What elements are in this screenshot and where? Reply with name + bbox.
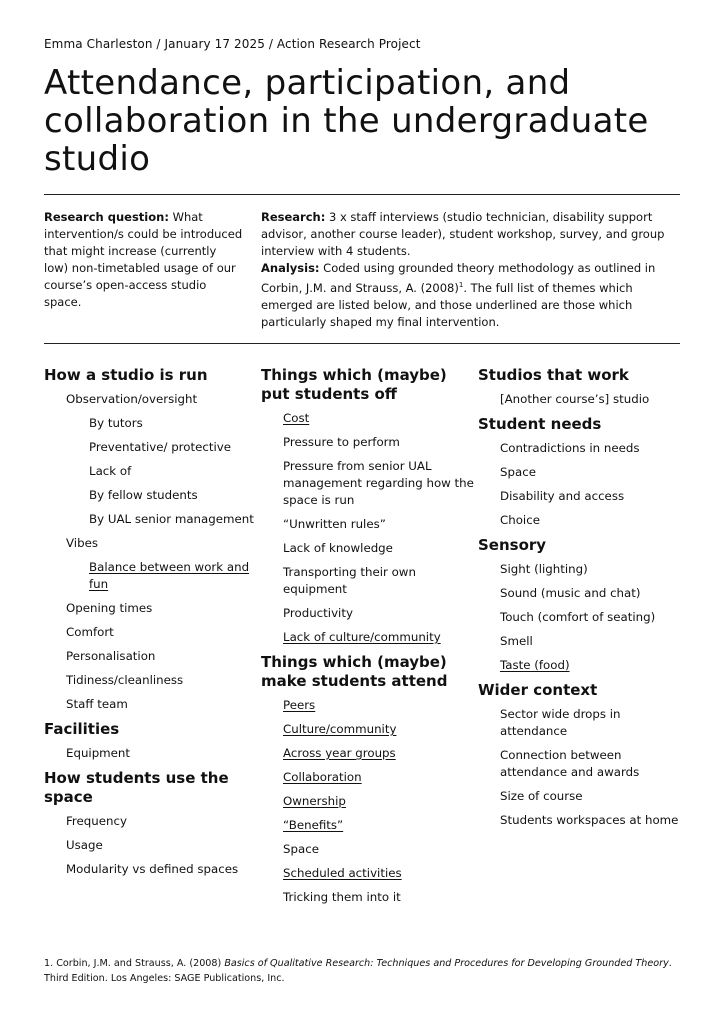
section-heading-facilities: Facilities (44, 719, 120, 738)
theme-item-label: Taste (food) (500, 657, 570, 672)
theme-item (261, 697, 478, 714)
theme-item-label: Staff team (66, 696, 128, 711)
section-heading-sensory: Sensory (478, 535, 547, 554)
analysis-text-continued: . The full list of themes which emerged are listed below, and those underlined are those which particularly shaped my final intervention. (261, 280, 633, 329)
theme-item (261, 889, 478, 906)
theme-item (44, 487, 261, 504)
theme-item-label: Collaboration (283, 769, 362, 784)
theme-item-label: Across year groups (283, 745, 396, 760)
divider-top (44, 194, 680, 195)
theme-item (261, 865, 478, 882)
research-question-text: What intervention/s could be introduced that might increase (currently low) non-timetabled usage of our course’s open-access studio space. (44, 210, 243, 309)
theme-item-label: Students workspaces at home (500, 812, 679, 827)
theme-item-label: Sector wide drops in attendance (500, 706, 621, 738)
theme-item (44, 391, 261, 408)
theme-item-label: Smell (500, 633, 533, 648)
theme-item-label: Space (500, 464, 536, 479)
intro-section (44, 209, 680, 331)
theme-item (44, 648, 261, 665)
page-title: Attendance, participation, and collaboration in the undergraduate studio (44, 63, 649, 179)
theme-item (478, 440, 680, 457)
theme-item (261, 434, 478, 451)
analysis-text: Coded using grounded theory methodology as outlined in Corbin, J.M. and Strauss, A. (2008) (261, 261, 656, 295)
theme-item (44, 624, 261, 641)
theme-item (478, 585, 680, 602)
footnote-marker: 1 (458, 281, 464, 289)
theme-item (261, 793, 478, 810)
theme-item (44, 745, 261, 762)
theme-item-label: Culture/community (283, 721, 397, 736)
theme-item (478, 464, 680, 481)
footnote (44, 956, 680, 986)
theme-item-label: Sight (lighting) (500, 561, 588, 576)
theme-item (44, 813, 261, 830)
section-heading-wider-context: Wider context (478, 680, 598, 699)
research-question-block (44, 209, 244, 331)
divider-middle (44, 343, 680, 344)
theme-item (44, 672, 261, 689)
section-heading-how-a-studio-is-run: How a studio is run (44, 365, 208, 384)
theme-item (261, 540, 478, 557)
theme-item (478, 657, 680, 674)
section-heading-how-students-use-the-space: How students use the space (44, 768, 229, 806)
footnote-book-title: Basics of Qualitative Research: Techniques and Procedures for Developing Grounded Theory (224, 958, 669, 969)
theme-item-label: By fellow students (89, 487, 198, 502)
theme-item-label: Size of course (500, 788, 583, 803)
theme-item-label: [Another course’s] studio (500, 391, 650, 406)
theme-item-label: Lack of knowledge (283, 540, 393, 555)
theme-item-label: Lack of culture/community (283, 629, 441, 644)
theme-item-label: Contradictions in needs (500, 440, 640, 455)
theme-item (478, 391, 680, 408)
document-page (44, 36, 680, 913)
theme-item-label: Pressure from senior UAL management regarding how the space is run (283, 458, 474, 507)
theme-item-label: By tutors (89, 415, 143, 430)
theme-item (44, 415, 261, 432)
theme-item (261, 564, 478, 598)
theme-item (44, 837, 261, 854)
theme-item-label: Tidiness/cleanliness (66, 672, 184, 687)
theme-item-label: “Unwritten rules” (283, 516, 386, 531)
theme-item (478, 609, 680, 626)
theme-item (44, 600, 261, 617)
theme-item-label: Frequency (66, 813, 127, 828)
research-question-label: Research question: (44, 210, 169, 224)
theme-item (44, 439, 261, 456)
theme-item-label: Pressure to perform (283, 434, 400, 449)
theme-item-label: Equipment (66, 745, 131, 760)
theme-item (261, 721, 478, 738)
theme-item (261, 605, 478, 622)
theme-item-label: Scheduled activities (283, 865, 402, 880)
section-heading-things-which-maybe-put-students-off: Things which (maybe) put students off (261, 365, 447, 403)
theme-item-label: Lack of (89, 463, 132, 478)
theme-item-label: Ownership (283, 793, 346, 808)
theme-item (261, 629, 478, 646)
theme-item (478, 633, 680, 650)
theme-item (261, 458, 478, 509)
theme-item-label: Tricking them into it (283, 889, 401, 904)
theme-item-label: By UAL senior management (89, 511, 254, 526)
theme-item (44, 463, 261, 480)
theme-item (44, 861, 261, 878)
theme-item (44, 696, 261, 713)
theme-item (478, 747, 680, 781)
theme-item (44, 511, 261, 528)
theme-item (261, 817, 478, 834)
theme-column-2 (261, 366, 478, 913)
theme-item (261, 841, 478, 858)
theme-item (261, 410, 478, 427)
theme-item (44, 559, 261, 593)
theme-column-1 (44, 366, 261, 913)
theme-item-label: “Benefits” (283, 817, 344, 832)
theme-item-label: Productivity (283, 605, 353, 620)
theme-item (478, 788, 680, 805)
theme-item-label: Vibes (66, 535, 98, 550)
research-label: Research: (261, 210, 326, 224)
section-heading-student-needs: Student needs (478, 414, 602, 433)
theme-item (478, 512, 680, 529)
theme-item (478, 812, 680, 829)
footnote-suffix: . Third Edition. Los Angeles: SAGE Publications, Inc. (44, 958, 672, 984)
section-heading-things-which-maybe-make-students-attend: Things which (maybe) make students attend (261, 652, 448, 690)
theme-item-label: Transporting their own equipment (283, 564, 416, 596)
theme-item-label: Personalisation (66, 648, 156, 663)
research-method-block (261, 209, 680, 331)
theme-item (478, 706, 680, 740)
analysis-label: Analysis: (261, 261, 320, 275)
theme-item-label: Connection between attendance and awards (500, 747, 640, 779)
theme-item-label: Peers (283, 697, 316, 712)
theme-item-label: Balance between work and fun (89, 559, 250, 591)
theme-item-label: Comfort (66, 624, 114, 639)
theme-item (261, 745, 478, 762)
theme-item-label: Cost (283, 410, 310, 425)
theme-column-3 (478, 366, 680, 913)
footnote-prefix: 1. Corbin, J.M. and Strauss, A. (2008) (44, 958, 225, 969)
byline: Emma Charleston / January 17 2025 / Action Research Project (44, 37, 421, 51)
theme-item (478, 561, 680, 578)
theme-item-label: Sound (music and chat) (500, 585, 641, 600)
theme-item (261, 516, 478, 533)
section-heading-studios-that-work: Studios that work (478, 365, 629, 384)
theme-item-label: Touch (comfort of seating) (500, 609, 656, 624)
themes-columns (44, 366, 680, 913)
theme-item-label: Space (283, 841, 319, 856)
theme-item-label: Observation/oversight (66, 391, 198, 406)
theme-item (261, 769, 478, 786)
theme-item-label: Modularity vs defined spaces (66, 861, 239, 876)
theme-item (478, 488, 680, 505)
theme-item-label: Usage (66, 837, 103, 852)
theme-item-label: Disability and access (500, 488, 625, 503)
theme-item-label: Preventative/ protective (89, 439, 232, 454)
theme-item-label: Opening times (66, 600, 153, 615)
theme-item-label: Choice (500, 512, 540, 527)
research-text: 3 x staff interviews (studio technician, disability support advisor, another course leader), student workshop, survey, and group interview with 4 students. (261, 210, 665, 258)
theme-item (44, 535, 261, 552)
